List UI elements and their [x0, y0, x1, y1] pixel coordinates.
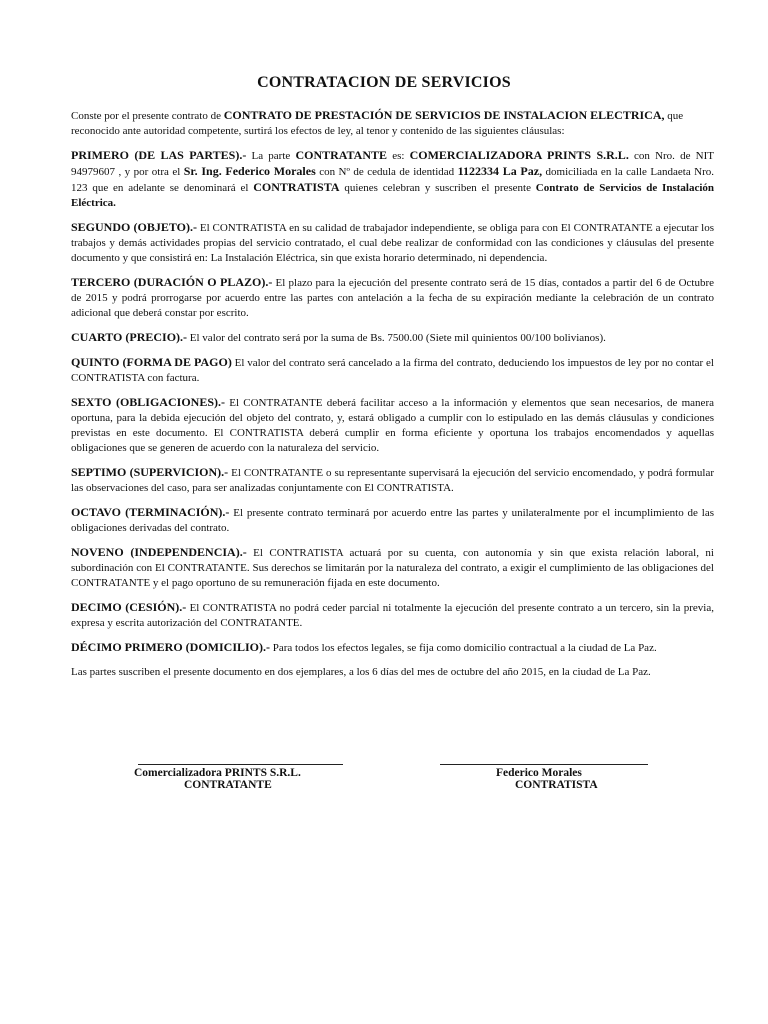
clause-text: con Nro. de NIT 94979607 , y por otra el [71, 150, 714, 178]
clause-heading: QUINTO (FORMA DE PAGO) [71, 355, 232, 369]
party-contratante-label: CONTRATANTE [295, 148, 388, 162]
signature-line [440, 764, 648, 765]
clause-text: El valor del contrato será cancelado a la firma del contrato, deduciendo los impuestos de ley por no contar el CONTRATISTA con factura. [71, 357, 714, 384]
clause-octavo [71, 505, 714, 536]
document-title: CONTRATACION DE SERVICIOS [257, 74, 511, 91]
clause-cuarto [71, 330, 714, 346]
clause-heading: SEGUNDO (OBJETO).- [71, 220, 197, 234]
clause-text: El valor del contrato será por la suma de Bs. 7500.00 (Siete mil quinientos 00/100 bolivianos). [187, 332, 606, 344]
clause-sexto [71, 395, 714, 456]
clause-heading: PRIMERO (DE LAS PARTES).- [71, 148, 247, 162]
id-number: 1122334 La Paz, [457, 164, 543, 178]
clause-text: domiciliada en la calle Landaeta Nro. 123 que en adelante se denominará el [71, 166, 715, 194]
clause-heading: SEPTIMO (SUPERVICION).- [71, 465, 229, 479]
clause-heading: SEXTO (OBLIGACIONES).- [71, 395, 225, 409]
clause-text: quienes celebran y suscriben el presente [339, 182, 536, 194]
signature-block-contratista [440, 764, 660, 791]
clause-text: El presente contrato terminará por acuerdo entre las partes y unilateralmente por el incumplimiento de las obligaciones derivadas del contrato. [71, 507, 714, 534]
clause-heading: DÉCIMO PRIMERO (DOMICILIO).- [71, 640, 270, 654]
signatory-role: CONTRATANTE [184, 779, 272, 791]
intro-contract-name: CONTRATO DE PRESTACIÓN DE SERVICIOS DE INSTALACION ELECTRICA, [223, 108, 665, 122]
clause-tercero [71, 275, 714, 321]
clause-heading: DECIMO (CESIÓN).- [71, 600, 187, 614]
signature-line [138, 764, 343, 765]
clause-heading: CUARTO (PRECIO).- [71, 330, 188, 344]
clause-text: El CONTRATISTA en su calidad de trabajador independiente, se obliga para con El CONTRATANTE a ejecutar los trabajos y demás actividades propias del servicio contratado, el cual debe realizar de conformidad con las condiciones y cláusulas del presente documento y que consistirá en: La Instalación Eléctrica, sin que exista horario determinado, ni dependencia. [71, 222, 715, 264]
clause-text: El plazo para la ejecución del presente contrato será de 15 días, contados a partir del 6 de Octubre de 2015 y podrá prorrogarse por acuerdo entre las partes con antelación a la fecha de su expiración mediante la celebración de un contrato adicional que deberá constar por escrito. [71, 277, 714, 319]
clause-text: Para todos los efectos legales, se fija como domicilio contractual a la ciudad de La Paz. [270, 642, 657, 654]
intro-text-2: que reconocido ante autoridad competente, surtirá los efectos de ley, al tenor y contenido de las siguientes cláusulas: [71, 110, 684, 137]
clause-heading: TERCERO (DURACIÓN O PLAZO).- [71, 275, 273, 289]
clause-heading: NOVENO (INDEPENDENCIA).- [71, 545, 247, 559]
clause-decimo-primero [71, 640, 714, 656]
clause-text: El CONTRATANTE deberá facilitar acceso a la información y elementos que sean necesarios, de manera oportuna, para la debida ejecución del objeto del contrato, y, estará obligado a cumplir con lo estipulado en las demás cláusulas y condiciones previstas en este documento. El CONTRATISTA deberá cumplir en forma eficiente y oportuna los trabajos encomendados y aquellas obligaciones que se generen de acuerdo con la naturaleza del servicio. [71, 397, 714, 454]
clause-text: con Nº de cedula de identidad [315, 166, 458, 178]
intro-text-1: Conste por el presente contrato de [71, 110, 224, 122]
company-name: COMERCIALIZADORA PRINTS S.R.L. [409, 148, 629, 162]
clause-text: El CONTRATANTE o su representante supervisará la ejecución del servicio encomendado, y podrá formular las observaciones del caso, para ser analizadas conjuntamente con El CONTRATISTA. [71, 467, 715, 494]
clause-primero [71, 148, 714, 211]
clause-decimo [71, 600, 714, 631]
clause-text: El CONTRATISTA actuará por su cuenta, con autonomía y sin que exista relación laboral, ni subordinación con El CONTRATANTE. Sus derechos se limitarán por la naturaleza del contrato, a exigir el cumplimiento de las obligaciones del CONTRATANTE y el pago oportuno de su remuneración fijada en este documento. [71, 547, 714, 589]
clause-text: La parte [246, 150, 296, 162]
signatory-name: Comercializadora PRINTS S.R.L. [134, 767, 301, 779]
closing-paragraph: Las partes suscriben el presente documento en dos ejemplares, a los 6 días del mes de octubre del año 2015, en la ciudad de La Paz. [71, 666, 651, 678]
signatory-name: Federico Morales [496, 767, 582, 779]
party-contratista-label: CONTRATISTA [253, 180, 340, 194]
clause-septimo [71, 465, 714, 496]
clause-noveno [71, 545, 714, 591]
signature-block-contratante [126, 764, 346, 791]
signatory-role: CONTRATISTA [515, 779, 598, 791]
document-body [71, 108, 714, 689]
intro-paragraph [71, 108, 714, 139]
contractor-name: Sr. Ing. Federico Morales [183, 164, 316, 178]
clause-segundo [71, 220, 714, 266]
clause-heading: OCTAVO (TERMINACIÓN).- [71, 505, 230, 519]
clause-text: El CONTRATISTA no podrá ceder parcial ni totalmente la ejecución del presente contrato a un tercero, sin la previa, expresa y escrita autorización del CONTRATANTE. [71, 602, 714, 629]
clause-text: es: [387, 150, 410, 162]
contract-type: Contrato de Servicios de Instalación Eléctrica. [71, 182, 714, 209]
clause-quinto [71, 355, 714, 386]
